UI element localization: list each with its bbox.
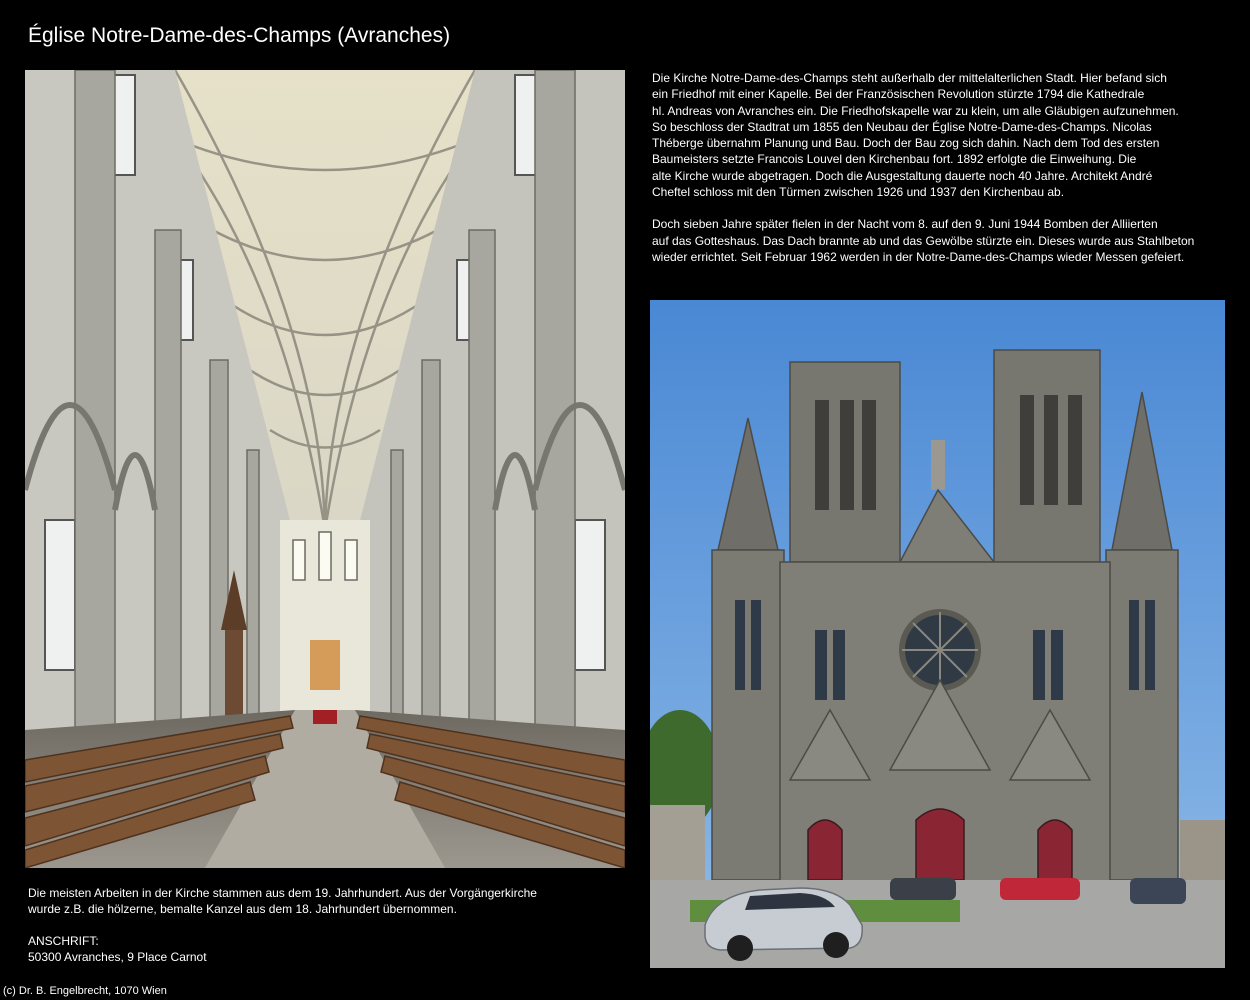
text-line: Baumeisters setzte Francois Louvel den Kirchenbau fort. 1892 erfolgte die Einweihung. Die [652,152,1137,167]
text-line: Théberge übernahm Planung und Bau. Doch der Bau zog sich dahin. Nach dem Tod des ersten [652,136,1160,151]
text-line: So beschloss der Stadtrat um 1855 den Neubau der Église Notre-Dame-des-Champs. Nicolas [652,119,1152,134]
text-line: Die Kirche Notre-Dame-des-Champs steht außerhalb der mittelalterlichen Stadt. Hier befand sich [652,71,1167,85]
history-paragraph-1 [652,70,1212,200]
interior-caption [28,885,618,980]
text-line: auf das Gotteshaus. Das Dach brannte ab und das Gewölbe stürzte ein. Dieses wurde aus Stahlbeton [652,233,1195,248]
church-facade-photo [650,300,1225,968]
facade-illustration [650,300,1225,968]
nave-illustration [25,70,625,868]
address-label: ANSCHRIFT: [28,933,99,948]
text-line: ein Friedhof mit einer Kapelle. Bei der Französischen Revolution stürzte 1794 die Kathedrale [652,87,1145,102]
text-line: Cheftel schloss mit den Türmen zwischen 1926 und 1937 den Kirchenbau ab. [652,185,1065,200]
text-line: wieder errichtet. Seit Februar 1962 werden in der Notre-Dame-des-Champs wieder Messen gefeiert. [652,249,1185,264]
church-interior-photo [25,70,625,868]
text-line: alte Kirche wurde abgetragen. Doch die Ausgestaltung dauerte noch 40 Jahre. Architekt André [652,168,1153,183]
address-value: 50300 Avranches, 9 Place Carnot [28,949,207,964]
text-line: Doch sieben Jahre später fielen in der Nacht vom 8. auf den 9. Juni 1944 Bomben der Alliierten [652,217,1158,232]
text-line: Die meisten Arbeiten in der Kirche stammen aus dem 19. Jahrhundert. Aus der Vorgängerkirche [28,886,537,900]
history-description [652,70,1212,281]
text-line: wurde z.B. die hölzerne, bemalte Kanzel aus dem 18. Jahrhundert übernommen. [28,902,457,917]
address-block [28,933,618,966]
history-paragraph-2 [652,216,1212,265]
copyright-footer: (c) Dr. B. Engelbrecht, 1070 Wien [3,985,167,997]
text-line: hl. Andreas von Avranches ein. Die Friedhofskapelle war zu klein, um alle Gläubigen aufzunehmen. [652,103,1179,118]
page-title: Église Notre-Dame-des-Champs (Avranches) [28,24,451,47]
interior-caption-paragraph [28,885,618,918]
